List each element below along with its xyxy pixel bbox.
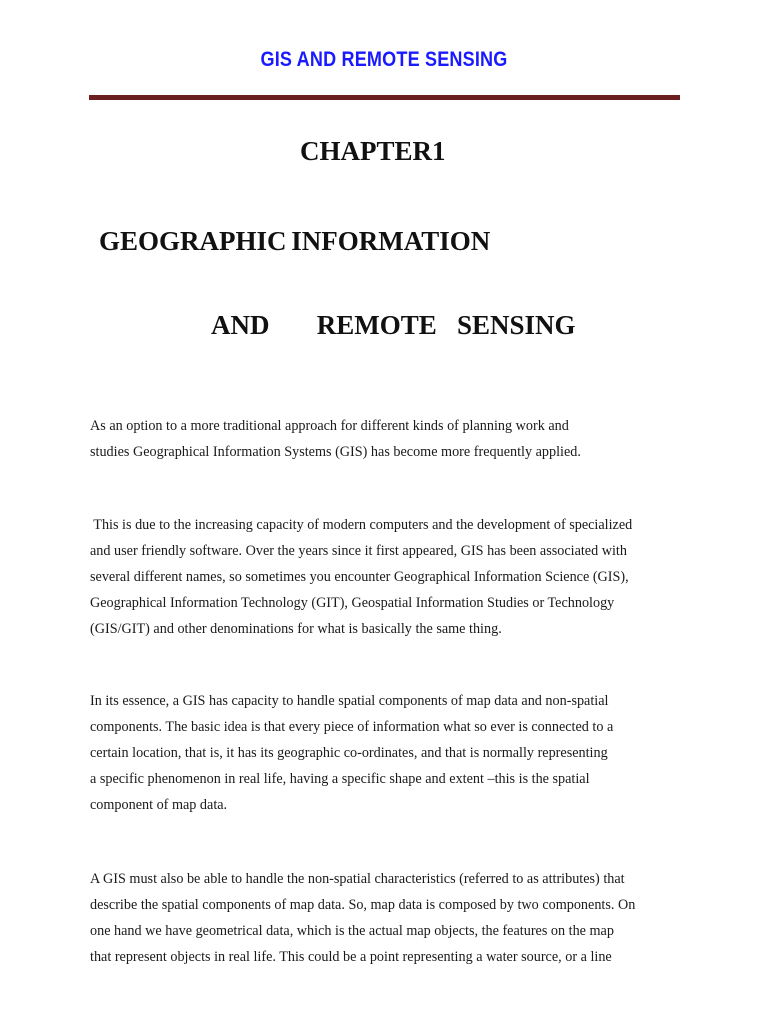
paragraph-line: component of map data. <box>90 797 228 813</box>
paragraph-line: describe the spatial components of map data. So, map data is composed by two components. On <box>90 897 636 913</box>
paragraph-line: Geographical Information Technology (GIT), Geospatial Information Studies or Technology <box>90 595 615 611</box>
chapter-title-line-1: GEOGRAPHIC INFORMATION <box>99 226 491 256</box>
running-header-title: GIS AND REMOTE SENSING <box>260 48 508 71</box>
paragraph-line: that represent objects in real life. This could be a point representing a water source, or a line <box>90 949 612 965</box>
paragraph-line: studies Geographical Information Systems (GIS) has become more frequently applied. <box>90 444 581 460</box>
chapter-label: CHAPTER1 <box>300 136 446 166</box>
paragraph-line: As an option to a more traditional approach for different kinds of planning work and <box>90 418 569 434</box>
paragraph-line: A GIS must also be able to handle the non-spatial characteristics (referred to as attributes) that <box>90 871 625 887</box>
paragraph-2 <box>90 512 690 642</box>
paragraph-line: components. The basic idea is that every piece of information what so ever is connected to a <box>90 719 614 735</box>
paragraph-line: one hand we have geometrical data, which is the actual map objects, the features on the map <box>90 923 614 939</box>
paragraph-3 <box>90 688 690 818</box>
paragraph-line: a specific phenomenon in real life, having a specific shape and extent –this is the spatial <box>90 771 590 787</box>
paragraph-line: In its essence, a GIS has capacity to handle spatial components of map data and non-spatial <box>90 693 609 709</box>
chapter-title-line-2: AND REMOTE SENSING <box>211 310 576 340</box>
header-divider-rule <box>89 95 680 100</box>
paragraph-4 <box>90 866 690 970</box>
paragraph-line: This is due to the increasing capacity of modern computers and the development of specialized <box>90 517 633 533</box>
paragraph-1 <box>90 413 690 465</box>
paragraph-line: and user friendly software. Over the years since it first appeared, GIS has been associated with <box>90 543 627 559</box>
paragraph-line: certain location, that is, it has its geographic co-ordinates, and that is normally representing <box>90 745 608 761</box>
paragraph-line: (GIS/GIT) and other denominations for what is basically the same thing. <box>90 621 502 637</box>
paragraph-line: several different names, so sometimes you encounter Geographical Information Science (GIS), <box>90 569 629 585</box>
